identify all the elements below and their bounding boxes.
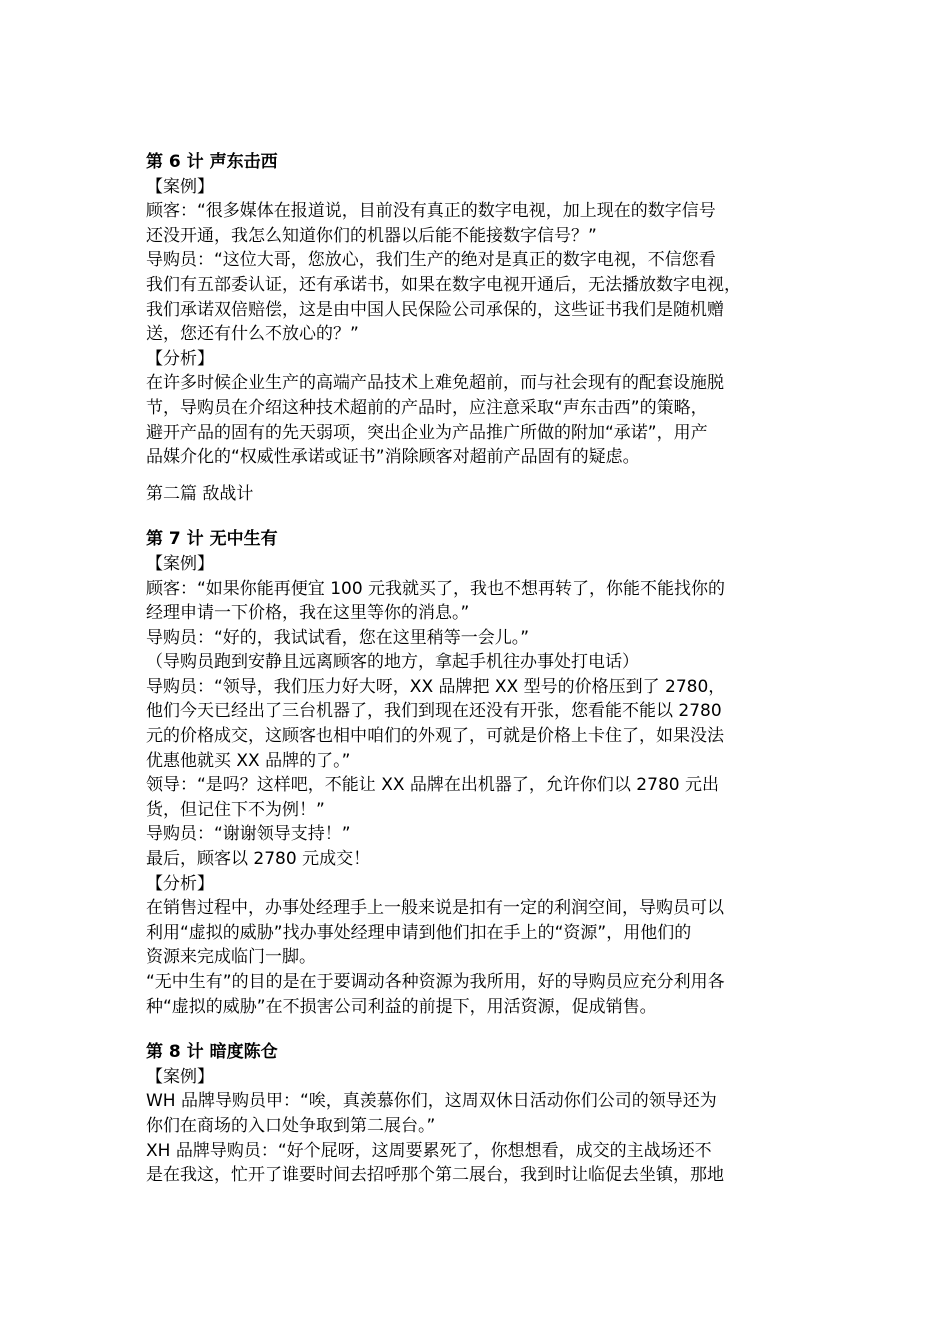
section-7-analysis-line: 资源来完成临门一脚。: [146, 947, 316, 968]
section-7-heading: 第 7 计 无中生有: [146, 529, 278, 550]
section-6-analysis-label: 【分析】: [146, 348, 214, 369]
section-7-analysis-line: “无中生有”的目的是在于要调动各种资源为我所用，好的导购员应充分利用各: [146, 972, 725, 992]
section-8-case-label: 【案例】: [146, 1066, 214, 1087]
section-7-case-line: 导购员：“谢谢领导支持！”: [146, 824, 351, 845]
section-7-case-line: 经理申请一下价格，我在这里等你的消息。”: [146, 603, 470, 624]
section-6-case-label: 【案例】: [146, 176, 214, 197]
section-6-case-line: 导购员：“这位大哥，您放心，我们生产的绝对是真正的数字电视，不信您看: [146, 250, 716, 271]
section-7-case-line: 最后，顾客以 2780 元成交！: [146, 849, 371, 870]
section-7-case-line: 导购员：“领导，我们压力好大呀，XX 品牌把 XX 型号的价格压到了 2780，: [146, 676, 726, 697]
section-7-case-line: 顾客：“如果你能再便宜 100 元我就买了，我也不想再转了，你能不能找你的: [146, 578, 726, 599]
section-7-analysis-label: 【分析】: [146, 873, 214, 894]
section-8-heading: 第 8 计 暗度陈仓: [146, 1042, 278, 1063]
section-7-case-line: （导购员跑到安静且远离顾客的地方，拿起手机往办事处打电话）: [146, 652, 639, 673]
section-6-analysis-line: 在许多时候企业生产的高端产品技术上难免超前，而与社会现有的配套设施脱: [146, 373, 724, 394]
section-7-case-line: 优惠他就买 XX 品牌的了。”: [146, 750, 351, 771]
section-6-analysis-line: 避开产品的固有的先天弱项，突出企业为产品推广所做的附加“承诺”，用产: [146, 422, 708, 443]
section-7-case-line: 他们今天已经出了三台机器了，我们到现在还没有开张，您看能不能以 2780: [146, 701, 722, 722]
section-6-analysis-line: 品媒介化的“权威性承诺或证书”消除顾客对超前产品固有的疑虑。: [146, 447, 640, 468]
section-8-case-line: 你们在商场的入口处争取到第二展台。”: [146, 1115, 436, 1136]
section-6-case-line: 顾客：“很多媒体在报道说，目前没有真正的数字电视，加上现在的数字信号: [146, 201, 716, 222]
section-7-analysis-line: 种“虚拟的威胁”在不损害公司利益的前提下，用活资源，促成销售。: [146, 996, 657, 1017]
section-7-case-line: 领导：“是吗？这样吧，不能让 XX 品牌在出机器了，允许你们以 2780 元出: [146, 775, 719, 796]
document-page: [146, 150, 816, 1188]
section-8-case-line: 是在我这，忙开了谁要时间去招呼那个第二展台，我到时让临促去坐镇，那地: [146, 1165, 724, 1186]
section-6-case-line: 我们有五部委认证，还有承诺书，如果在数字电视开通后，无法播放数字电视，: [146, 274, 741, 295]
section-7-case-line: 元的价格成交，这顾客也相中咱们的外观了，可就是价格上卡住了，如果没法: [146, 726, 724, 747]
section-7-case-label: 【案例】: [146, 553, 214, 574]
section-6-analysis-line: 节，导购员在介绍这种技术超前的产品时，应注意采取“声东击西”的策略，: [146, 397, 708, 418]
section-6-case-line: 送，您还有什么不放心的？”: [146, 324, 359, 345]
section-6-heading: 第 6 计 声东击西: [146, 152, 278, 172]
section-7-analysis-line: 在销售过程中，办事处经理手上一般来说是扣有一定的利润空间，导购员可以: [146, 898, 724, 919]
part-2-title: 第二篇 敌战计: [146, 483, 254, 504]
section-6-case-line: 还没开通，我怎么知道你们的机器以后能不能接数字信号？”: [146, 225, 597, 246]
section-7-analysis-line: 利用“虚拟的威胁”找办事处经理申请到他们扣在手上的“资源”，用他们的: [146, 922, 692, 943]
section-7-case-line: 货，但记住下不为例！”: [146, 799, 325, 820]
section-7-case-line: 导购员：“好的，我试试看，您在这里稍等一会儿。”: [146, 627, 530, 648]
section-6-case-line: 我们承诺双倍赔偿，这是由中国人民保险公司承保的，这些证书我们是随机赠: [146, 299, 724, 320]
section-8-case-line: XH 品牌导购员：“好个屁呀，这周要累死了，你想想看，成交的主战场还不: [146, 1140, 712, 1161]
section-8-case-line: WH 品牌导购员甲：“唉，真羡慕你们，这周双休日活动你们公司的领导还为: [146, 1091, 717, 1112]
